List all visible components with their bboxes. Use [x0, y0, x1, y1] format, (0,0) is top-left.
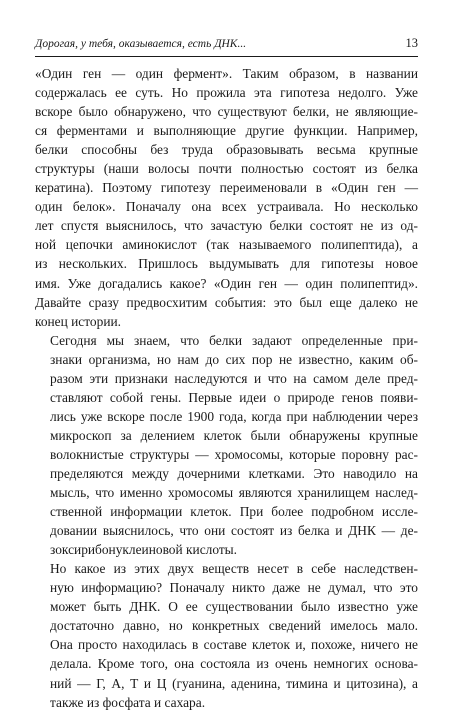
- text-line: может быть ДНК. О ее существовании было известно уже: [50, 599, 418, 615]
- text-line: вскоре было обнаружено, что существуют белки, не являющие-: [35, 104, 418, 120]
- text-line: делала. Кроме того, она состояла из очень немногих основа-: [50, 656, 418, 672]
- text-line: имя. Уже догадались какое? «Один ген — один полипептид».: [35, 275, 418, 291]
- text-line: Давайте сразу предвосхитим события: это был еще далеко не: [35, 294, 418, 310]
- text-line: ся ферментами и выполняющие другие функции. Например,: [35, 123, 418, 139]
- text-line: структуры (наши волосы почти полностью состоят из белка: [35, 161, 418, 177]
- text-line: ний — Г, А, Т и Ц (гуанина, аденина, тимина и цитозина), а: [50, 675, 418, 691]
- text-line: белки способны без труда образовывать весьма крупные: [35, 142, 418, 158]
- text-line: из нескольких. Пришлось выдумывать для гипотезы новое: [35, 256, 418, 272]
- text-line: лет спустя выяснилось, что зачастую белки состоят не из од-: [35, 218, 418, 234]
- text-line: пределяются между дочерними клетками. Это наводило на: [50, 465, 418, 481]
- text-line: Но какое из этих двух веществ несет в себе наследствен-: [50, 561, 418, 577]
- text-line: ной цепочки аминокислот (так называемого полипептида), а: [35, 237, 418, 253]
- text-line: знаки организма, но нам до сих пор не известно, каким об-: [50, 351, 418, 367]
- running-head: [35, 36, 418, 51]
- page-number: 13: [405, 36, 418, 50]
- body-text: [35, 64, 418, 712]
- text-line: ственной информации клеток. При более подробном иссле-: [50, 504, 418, 520]
- text-line: кератина). Поэтому гипотезу переименовали в «Один ген —: [35, 180, 418, 196]
- header-rule: [35, 56, 418, 57]
- text-line: также из фосфата и сахара.: [50, 694, 206, 710]
- text-line: достаточно давно, но конкретных сведений имелось мало.: [50, 618, 418, 634]
- running-title: Дорогая, у тебя, оказывается, есть ДНК...: [35, 38, 247, 50]
- paragraph-3: [35, 559, 418, 711]
- text-line: Сегодня мы знаем, что белки задают определенные при-: [50, 332, 418, 348]
- text-line: мысль, что именно хромосомы являются хранилищем наслед-: [50, 485, 418, 501]
- text-line: «Один ген — один фермент». Таким образом, в названии: [35, 66, 418, 81]
- text-line: содержалась ее суть. Но прожила эта гипотеза недолго. Уже: [35, 85, 418, 101]
- text-line: разом эти признаки наследуются и что на самом деле пред-: [50, 370, 418, 386]
- text-line: довании выяснилось, что они состоят из белка и ДНК — де-: [50, 523, 418, 539]
- paragraph-2: [35, 331, 418, 560]
- text-line: ную информацию? Поначалу никто даже не думал, что это: [50, 580, 418, 596]
- text-line: микроскоп за делением клеток были обнаружены крупные: [50, 427, 418, 443]
- paragraph-1: [35, 64, 418, 331]
- text-line: зоксирибонуклеиновой кислоты.: [50, 542, 238, 558]
- text-line: ставляют собой гены. Первые идеи о природе генов появи-: [50, 389, 418, 405]
- text-line: волокнистые структуры — хромосомы, которые поровну рас-: [50, 446, 418, 462]
- text-line: лись уже вскоре после 1900 года, когда при наблюдении через: [50, 408, 418, 424]
- text-line: конец истории.: [35, 313, 121, 329]
- text-line: один белок». Поначалу она всех устраивала. Но несколько: [35, 199, 418, 215]
- text-line: Она просто находилась в составе клеток и, похоже, ничего не: [50, 637, 418, 653]
- book-page: [35, 36, 418, 712]
